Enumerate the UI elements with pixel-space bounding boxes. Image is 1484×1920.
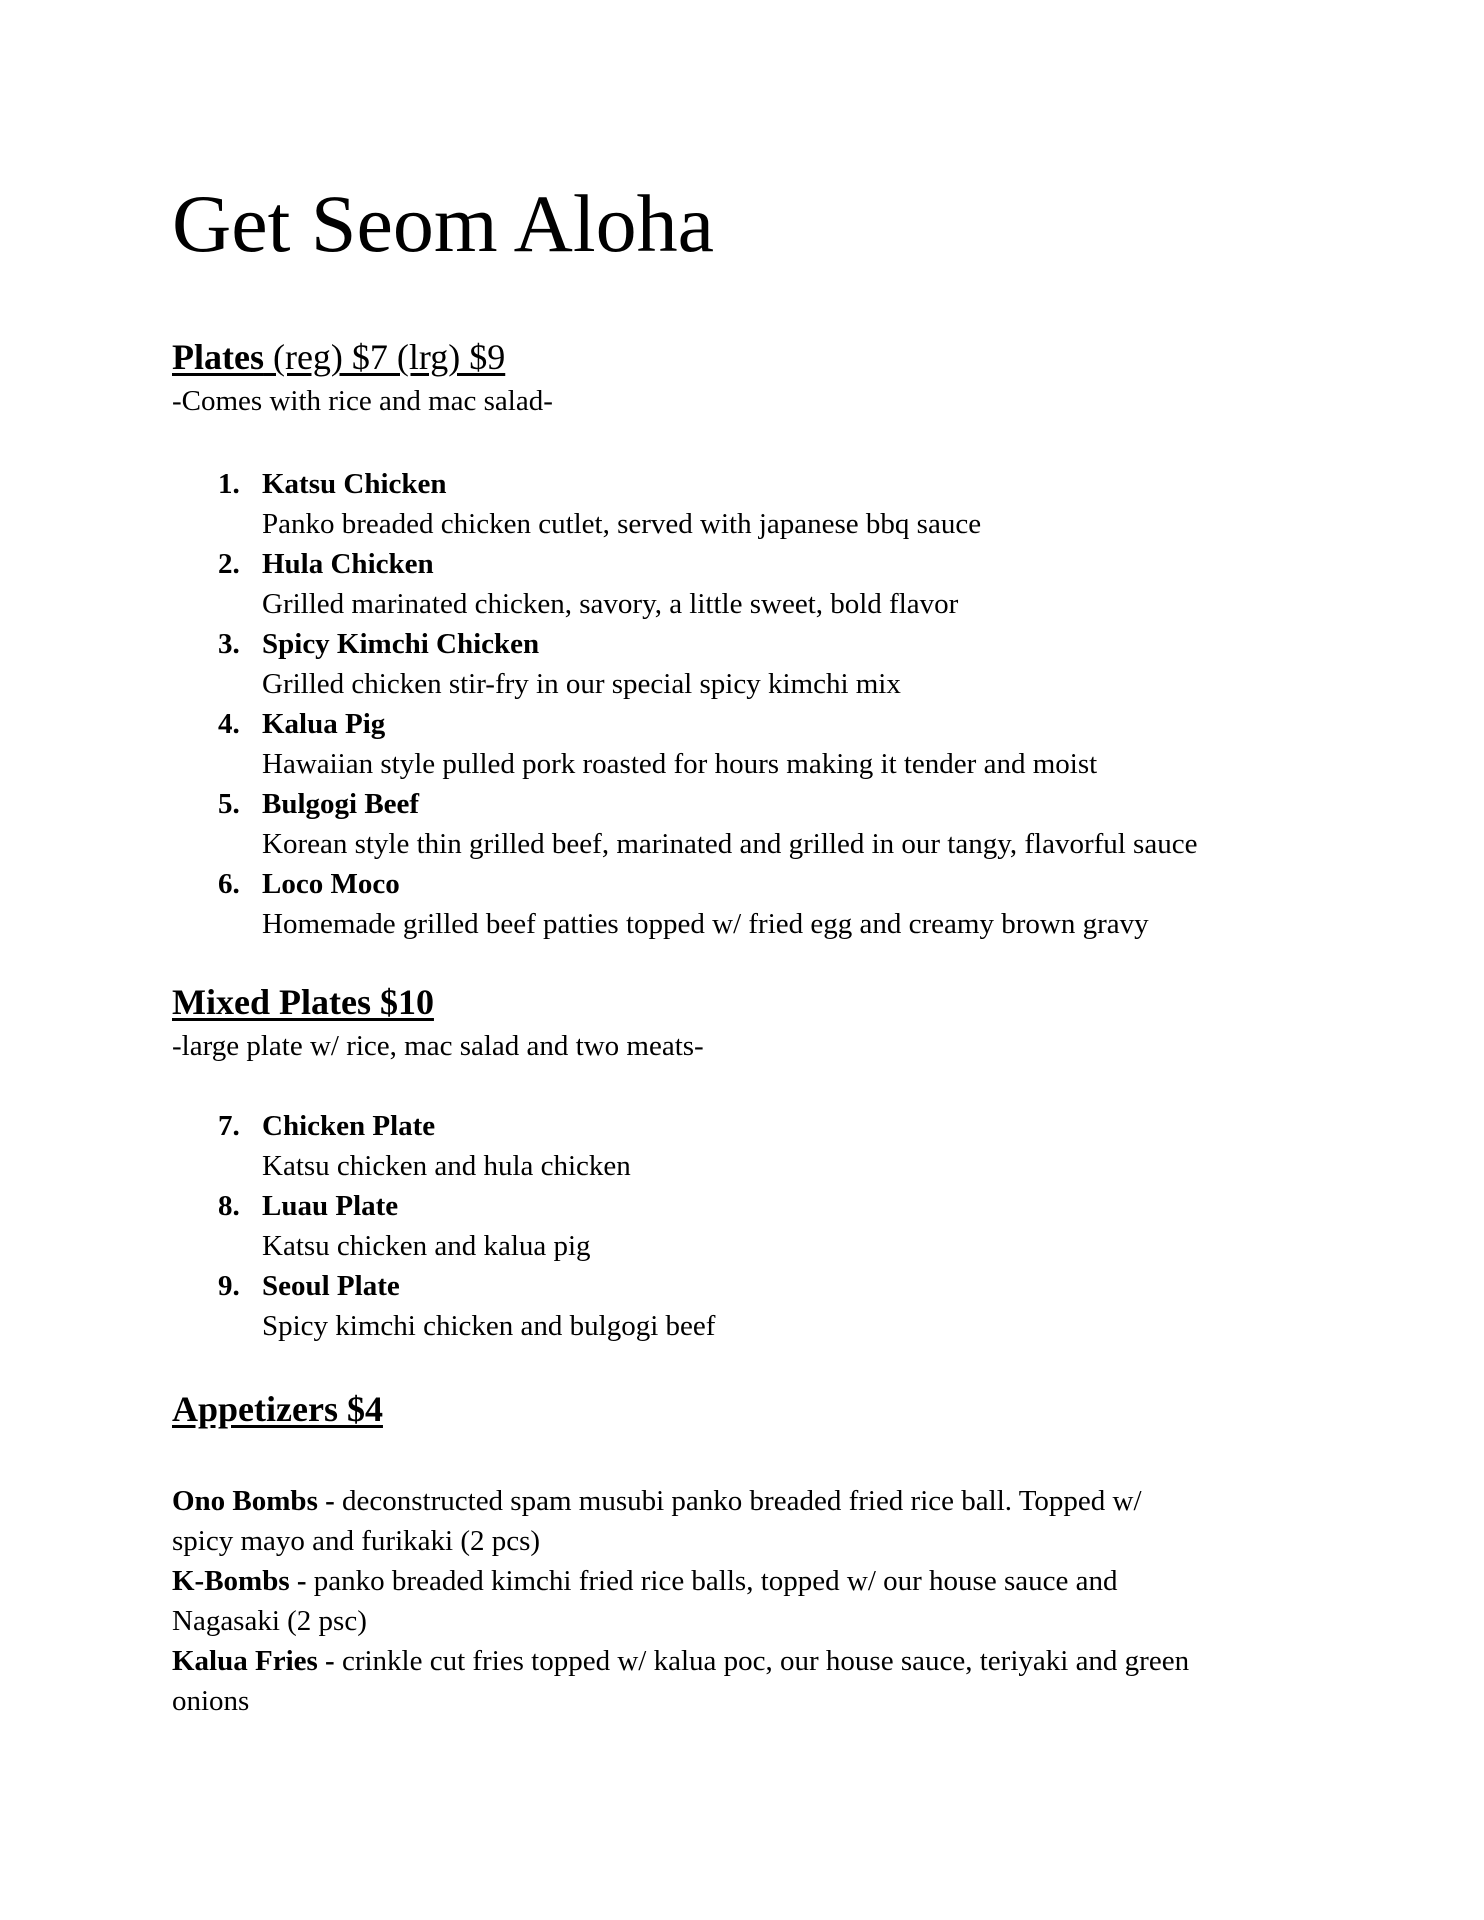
menu-item-katsu-chicken bbox=[172, 464, 1314, 544]
item-number: 7. bbox=[218, 1110, 240, 1142]
appetizers-heading-underline bbox=[172, 1389, 383, 1429]
item-description: Katsu chicken and kalua pig bbox=[262, 1230, 591, 1262]
item-number: 4. bbox=[218, 708, 240, 740]
item-head bbox=[172, 704, 1314, 744]
item-head bbox=[172, 624, 1314, 664]
item-number: 8. bbox=[218, 1190, 240, 1222]
appetizer-description: crinkle cut fries topped w/ kalua poc, our house sauce, teriyaki and green bbox=[341, 1645, 1190, 1677]
mixed-plates-heading-underline bbox=[172, 982, 434, 1022]
plates-heading-name: Plates bbox=[172, 337, 264, 377]
appetizer-name: Ono Bombs - bbox=[172, 1485, 335, 1517]
menu-item-loco-moco bbox=[172, 864, 1314, 944]
menu-item-kalua-pig bbox=[172, 704, 1314, 784]
item-number: 5. bbox=[218, 788, 240, 820]
mixed-plates-subtitle: -large plate w/ rice, mac salad and two meats- bbox=[172, 1030, 704, 1062]
item-number: 2. bbox=[218, 548, 240, 580]
appetizer-line: Nagasaki (2 psc) bbox=[172, 1605, 367, 1637]
item-number: 1. bbox=[218, 468, 240, 500]
appetizer-line: onions bbox=[172, 1685, 250, 1717]
item-head bbox=[172, 864, 1314, 904]
menu-item-seoul-plate bbox=[172, 1266, 1314, 1346]
item-number: 6. bbox=[218, 868, 240, 900]
appetizer-k-bombs bbox=[172, 1561, 1314, 1641]
appetizer-ono-bombs bbox=[172, 1481, 1314, 1561]
item-name: Loco Moco bbox=[262, 868, 400, 900]
item-description: Grilled chicken stir-fry in our special spicy kimchi mix bbox=[262, 668, 901, 700]
appetizer-line bbox=[172, 1561, 1314, 1601]
item-head bbox=[172, 464, 1314, 504]
item-head bbox=[172, 1106, 1314, 1146]
menu-item-hula-chicken bbox=[172, 544, 1314, 624]
item-head bbox=[172, 784, 1314, 824]
item-description: Korean style thin grilled beef, marinated and grilled in our tangy, flavorful sauce bbox=[262, 828, 1198, 860]
item-number: 3. bbox=[218, 628, 240, 660]
item-name: Bulgogi Beef bbox=[262, 788, 420, 820]
item-head bbox=[172, 1186, 1314, 1226]
item-description: Homemade grilled beef patties topped w/ fried egg and creamy brown gravy bbox=[262, 908, 1149, 940]
appetizer-line bbox=[172, 1481, 1314, 1521]
item-name: Luau Plate bbox=[262, 1190, 399, 1222]
plates-list bbox=[172, 464, 1314, 944]
mixed-plates-heading-name: Mixed Plates $10 bbox=[172, 982, 434, 1022]
item-name: Spicy Kimchi Chicken bbox=[262, 628, 540, 660]
item-description: Hawaiian style pulled pork roasted for hours making it tender and moist bbox=[262, 748, 1098, 780]
item-name: Katsu Chicken bbox=[262, 468, 447, 500]
item-description: Spicy kimchi chicken and bulgogi beef bbox=[262, 1310, 716, 1342]
menu-item-chicken-plate bbox=[172, 1106, 1314, 1186]
appetizer-line: spicy mayo and furikaki (2 pcs) bbox=[172, 1525, 541, 1557]
plates-heading-prices: (reg) $7 (lrg) $9 bbox=[263, 337, 506, 377]
mixed-plates-list bbox=[172, 1106, 1314, 1346]
item-name: Chicken Plate bbox=[262, 1110, 436, 1142]
item-number: 9. bbox=[218, 1270, 240, 1302]
plates-subtitle: -Comes with rice and mac salad- bbox=[172, 385, 553, 417]
item-head bbox=[172, 1266, 1314, 1306]
item-description: Panko breaded chicken cutlet, served with japanese bbq sauce bbox=[262, 508, 982, 540]
item-description: Katsu chicken and hula chicken bbox=[262, 1150, 631, 1182]
appetizer-line bbox=[172, 1641, 1314, 1681]
appetizers-heading-name: Appetizers $4 bbox=[172, 1389, 383, 1429]
appetizer-description: deconstructed spam musubi panko breaded fried rice ball. Topped w/ bbox=[342, 1485, 1142, 1517]
menu-item-bulgogi-beef bbox=[172, 784, 1314, 864]
appetizer-description: panko breaded kimchi fried rice balls, topped w/ our house sauce and bbox=[313, 1565, 1118, 1597]
menu-item-spicy-kimchi-chicken bbox=[172, 624, 1314, 704]
item-name: Seoul Plate bbox=[262, 1270, 400, 1302]
appetizer-kalua-fries bbox=[172, 1641, 1314, 1721]
section-heading-plates bbox=[172, 333, 1314, 381]
section-heading-mixed-plates bbox=[172, 978, 1314, 1026]
item-name: Kalua Pig bbox=[262, 708, 386, 740]
appetizer-name: Kalua Fries - bbox=[172, 1645, 335, 1677]
appetizer-name: K-Bombs - bbox=[172, 1565, 307, 1597]
item-description: Grilled marinated chicken, savory, a little sweet, bold flavor bbox=[262, 588, 959, 620]
plates-heading-underline bbox=[172, 337, 505, 377]
appetizers-list bbox=[172, 1481, 1314, 1721]
item-head bbox=[172, 544, 1314, 584]
section-heading-appetizers bbox=[172, 1385, 1314, 1433]
menu-item-luau-plate bbox=[172, 1186, 1314, 1266]
document-title: Get Seom Aloha bbox=[172, 178, 715, 269]
item-name: Hula Chicken bbox=[262, 548, 434, 580]
